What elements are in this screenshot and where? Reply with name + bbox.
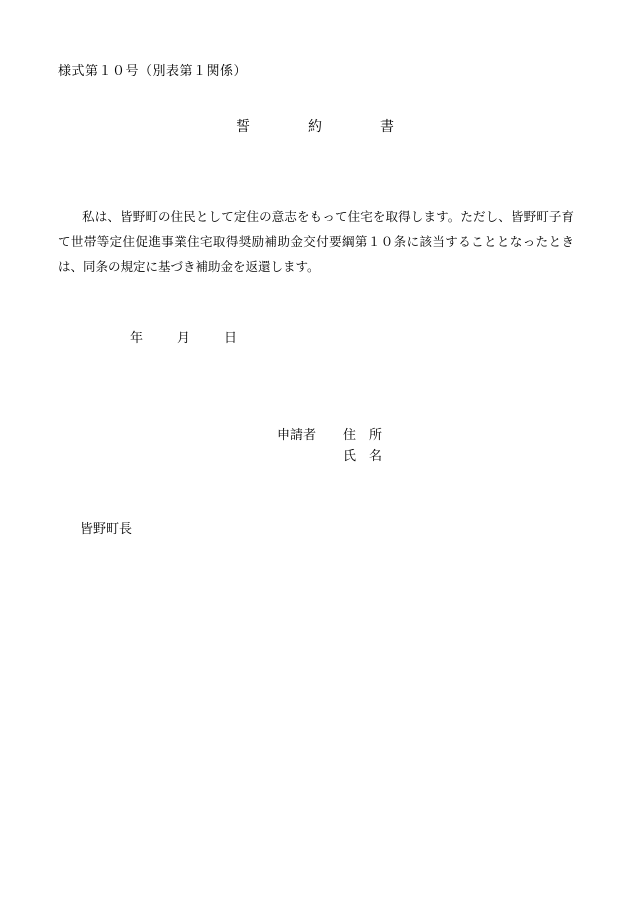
paragraph-text: 私は、皆野町の住民として定住の意志をもって住宅を取得します。ただし、皆野町子育て世帯等定住促進事業住宅取得奨励補助金交付要綱第１０条に該当することとなったときは、同条の規定に基づき補助金を返還します。 <box>58 210 574 274</box>
date-month-label: 月 <box>177 330 191 345</box>
applicant-address-row <box>277 424 382 445</box>
applicant-block <box>277 424 382 467</box>
applicant-label: 申請者 <box>277 427 317 442</box>
title-char-1: 誓 <box>236 120 250 135</box>
date-year-label: 年 <box>130 330 144 345</box>
applicant-name-label: 氏 名 <box>343 448 383 464</box>
date-day-label: 日 <box>224 330 238 345</box>
addressee: 皆野町長 <box>80 521 133 536</box>
body-paragraph <box>58 205 574 280</box>
date-line <box>130 327 237 346</box>
applicant-address-label: 住 所 <box>343 427 383 442</box>
applicant-name-row <box>277 445 382 466</box>
form-number: 様式第１０号（別表第１関係） <box>58 63 248 78</box>
page-title <box>0 116 630 136</box>
title-char-3: 書 <box>380 120 394 135</box>
title-char-2: 約 <box>308 120 322 135</box>
